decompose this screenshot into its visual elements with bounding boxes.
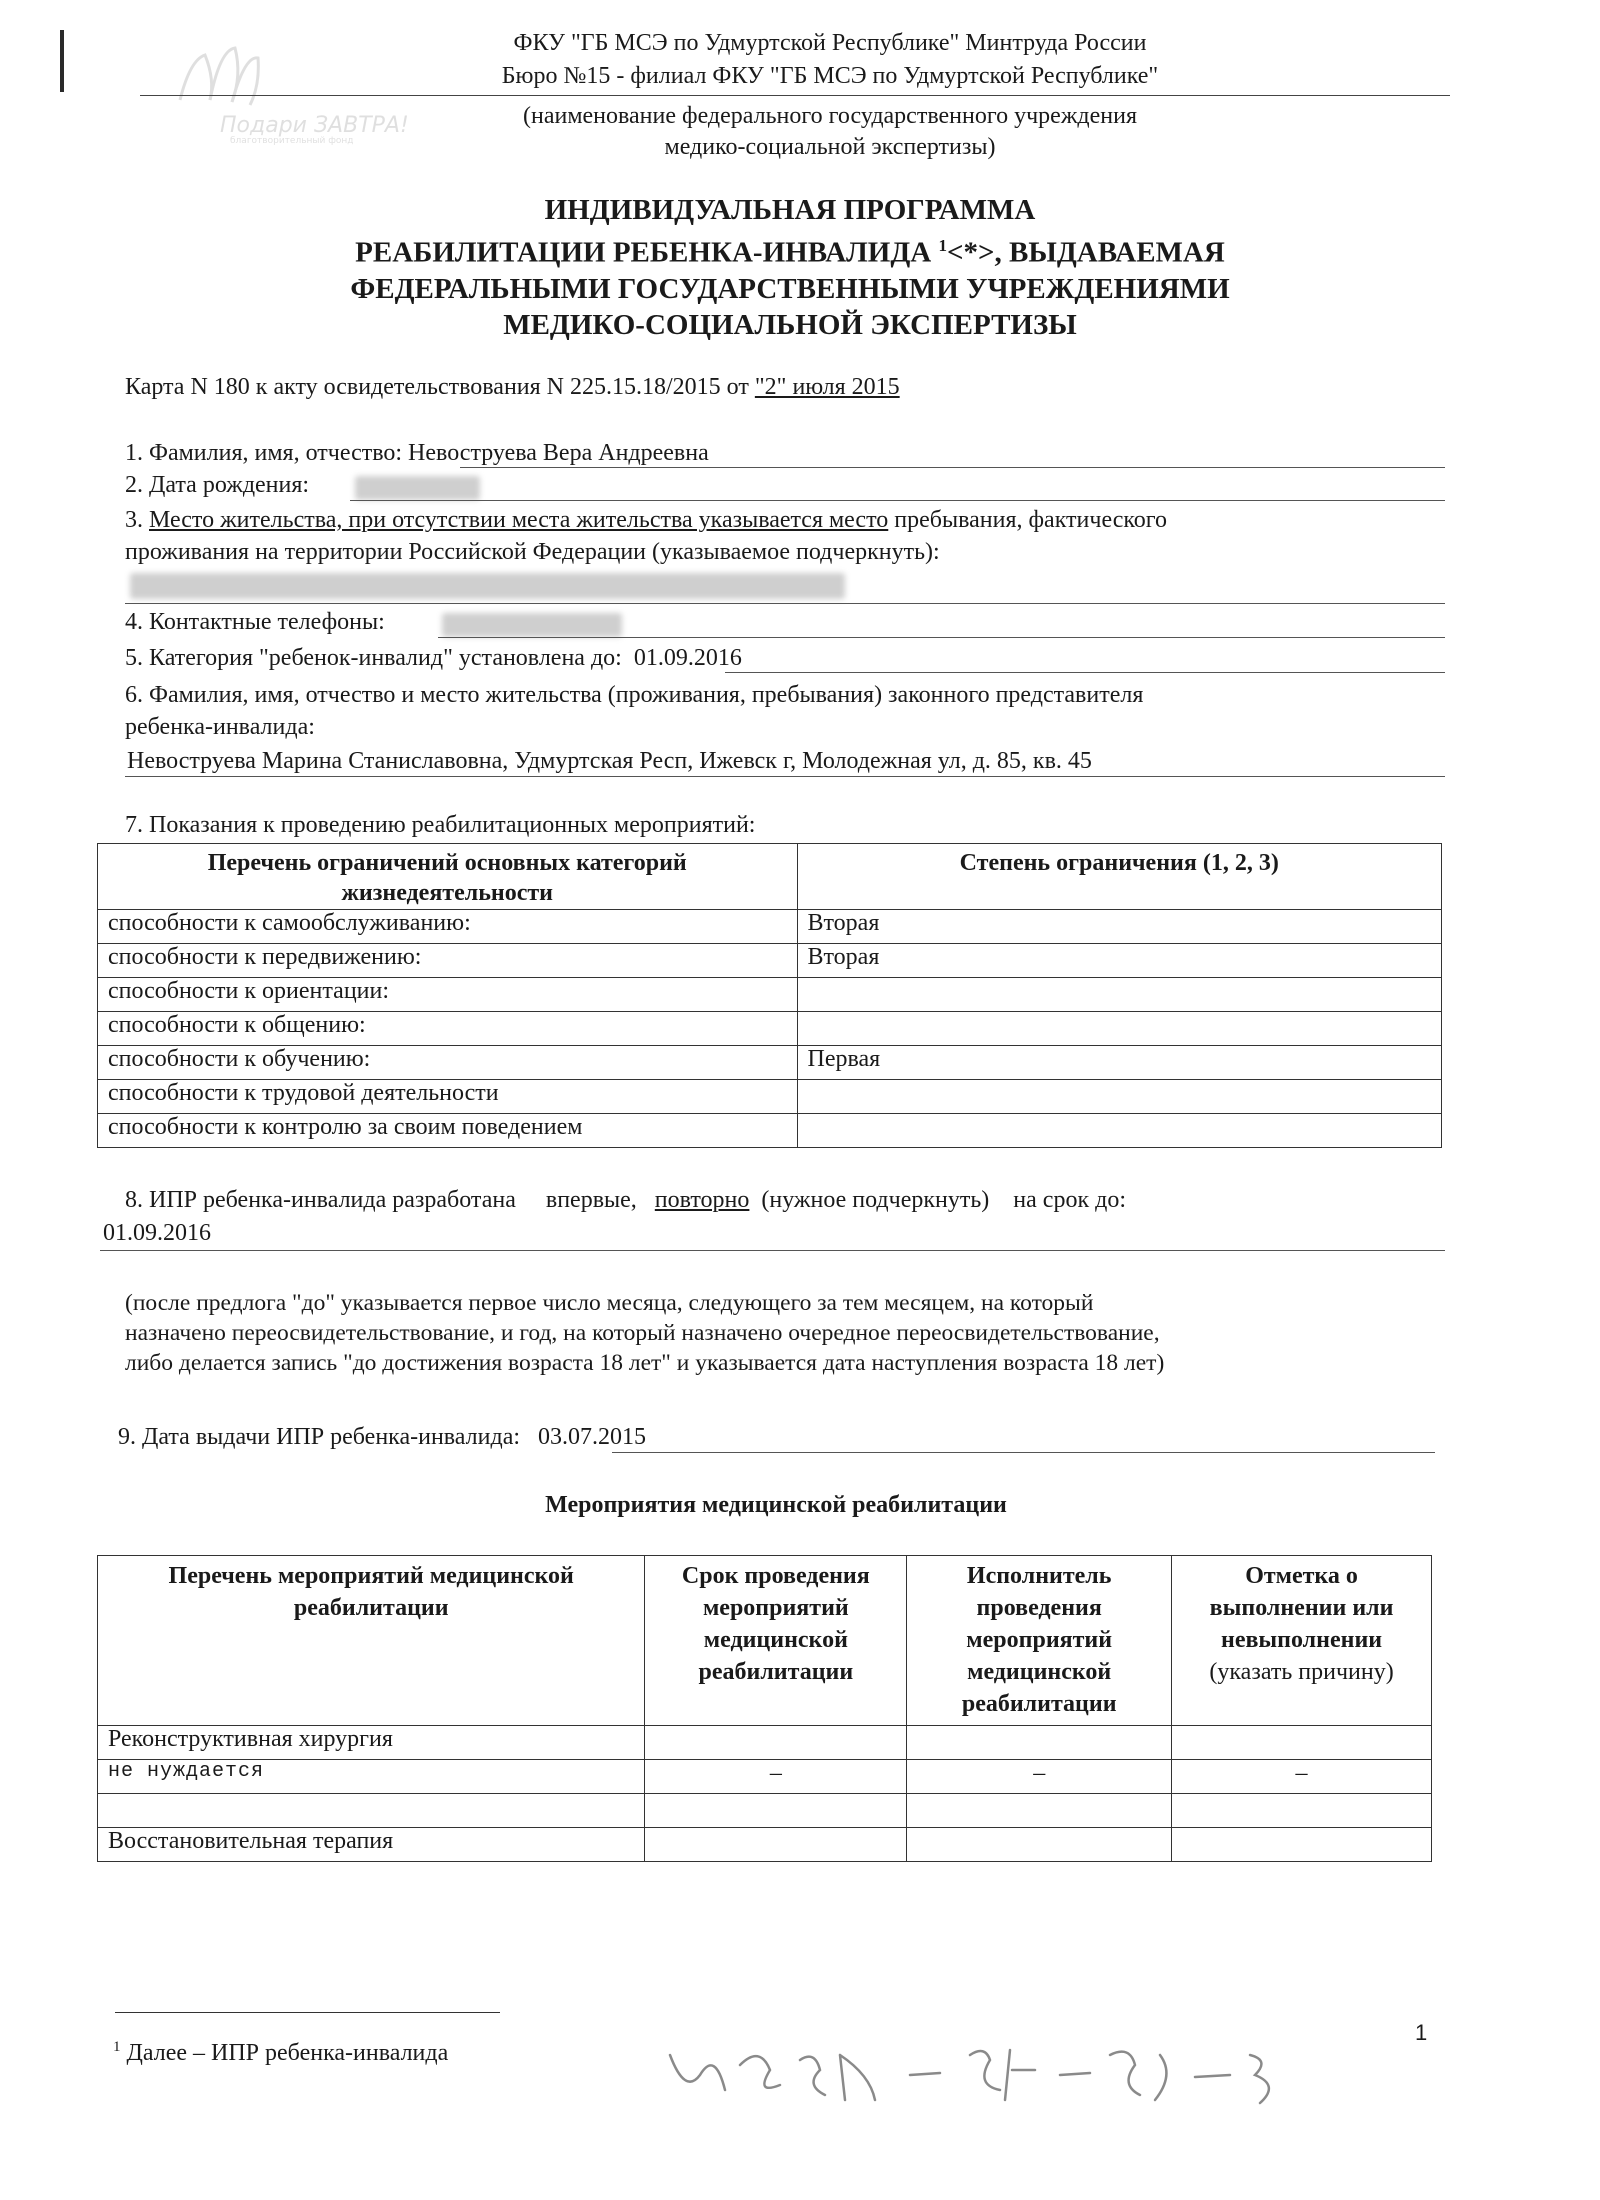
explanation-line-1: (после предлога "до" указывается первое число месяца, следующего за тем месяцем, на который xyxy=(125,1290,1094,1316)
field-7-label: 7. Показания к проведению реабилитационных мероприятий: xyxy=(125,812,756,838)
field-3-num: 3. xyxy=(125,507,149,533)
med-header-term: Срок проведения мероприятий медицинской реабилитации xyxy=(645,1556,907,1726)
field-6-value: Невоструева Марина Станиславовна, Удмуртская Респ, Ижевск г, Молодежная ул, д. 85, кв. 45 xyxy=(127,748,1092,774)
field-5 xyxy=(125,643,742,673)
footnote xyxy=(113,2032,448,2068)
limitation-name: способности к трудовой деятельности xyxy=(98,1080,798,1114)
med-executor: – xyxy=(907,1760,1172,1794)
margin-mark xyxy=(60,30,64,92)
table-row xyxy=(98,1726,1432,1760)
limitation-degree: Первая xyxy=(797,1046,1442,1080)
field-3-rest: пребывания, фактического xyxy=(888,507,1168,533)
limitation-degree xyxy=(797,978,1442,1012)
explanation-line-2: назначено переосвидетельствование, и год, на который назначено очередное переосвидетельствование, xyxy=(125,1320,1160,1346)
limitation-degree: Вторая xyxy=(797,944,1442,978)
field-8-note: (нужное подчеркнуть) xyxy=(761,1187,990,1213)
org-line-2: Бюро №15 - филиал ФКУ "ГБ МСЭ по Удмуртской Республике" xyxy=(501,63,1159,89)
med-executor xyxy=(907,1828,1172,1862)
table-row xyxy=(98,1794,1432,1828)
med-header-activities: Перечень мероприятий медицинской реабилитации xyxy=(98,1556,645,1726)
field-2-underline xyxy=(350,500,1445,501)
med-section-title: Мероприятия медицинской реабилитации xyxy=(545,1492,1007,1518)
table-row xyxy=(98,1046,1442,1080)
limitation-name: способности к передвижению: xyxy=(98,944,798,978)
med-header-mark-note: (указать причину) xyxy=(1209,1659,1394,1685)
field-8-explanation xyxy=(125,1288,1435,1378)
med-mark xyxy=(1172,1828,1432,1862)
table-row xyxy=(98,910,1442,944)
field-5-label: 5. Категория "ребенок-инвалид" установлена до: xyxy=(125,645,622,671)
field-8-underline xyxy=(100,1250,1445,1251)
handwritten-notation xyxy=(640,2015,1340,2125)
limitations-table xyxy=(97,843,1442,1148)
title-line-2-main: РЕАБИЛИТАЦИИ РЕБЕНКА-ИНВАЛИДА xyxy=(355,236,939,269)
med-term xyxy=(645,1794,907,1828)
field-1-underline xyxy=(460,467,1445,468)
table-row xyxy=(98,1080,1442,1114)
field-5-underline xyxy=(725,672,1445,673)
med-header-mark-bold: Отметка о выполнении или невыполнении xyxy=(1209,1563,1394,1653)
field-3-line-1 xyxy=(125,505,1167,535)
title-line-1: ИНДИВИДУАЛЬНАЯ ПРОГРАММА xyxy=(544,194,1036,226)
watermark-subtext: благотворительный фонд xyxy=(230,136,354,146)
field-6-line-1: 6. Фамилия, имя, отчество и место жительства (проживания, пребывания) законного представителя xyxy=(125,682,1144,708)
limitation-name: способности к обучению: xyxy=(98,1046,798,1080)
phone-redacted xyxy=(442,613,622,637)
field-9-value: 03.07.2015 xyxy=(538,1424,647,1450)
card-line xyxy=(125,372,900,402)
limitation-name: способности к контролю за своим поведением xyxy=(98,1114,798,1148)
card-prefix: Карта N 180 к акту освидетельствования N 225.15.18/2015 от xyxy=(125,374,755,400)
org-line-1: ФКУ "ГБ МСЭ по Удмуртской Республике" Минтруда России xyxy=(513,30,1147,56)
field-3-line-2: проживания на территории Российской Федерации (указываемое подчеркнуть): xyxy=(125,539,940,565)
document-title xyxy=(200,192,1380,343)
field-3-underlined: Место жительства, при отсутствии места жительства указывается место xyxy=(149,507,889,533)
field-6-line-2: ребенка-инвалида: xyxy=(125,714,315,740)
med-term: – xyxy=(645,1760,907,1794)
field-8-repeat: повторно xyxy=(654,1187,750,1213)
med-mark xyxy=(1172,1794,1432,1828)
table-row xyxy=(98,1760,1432,1794)
med-activity: не нуждается xyxy=(98,1760,645,1794)
field-8-line xyxy=(125,1185,1126,1215)
field-8-first: впервые, xyxy=(545,1187,637,1213)
field-3-underline xyxy=(125,603,1445,604)
table-row xyxy=(98,1114,1442,1148)
limitation-degree xyxy=(797,1114,1442,1148)
med-activity: Реконструктивная хирургия xyxy=(98,1726,645,1760)
footnote-text: Далее – ИПР ребенка-инвалида xyxy=(120,2040,449,2066)
field-4-label: 4. Контактные телефоны: xyxy=(125,609,385,635)
address-redacted xyxy=(130,573,845,599)
limitations-header-degree: Степень ограничения (1, 2, 3) xyxy=(797,844,1442,910)
field-8-value: 01.09.2016 xyxy=(103,1220,211,1246)
explanation-line-3: либо делается запись "до достижения возраста 18 лет" и указывается дата наступления возраста 18 лет) xyxy=(125,1350,1165,1376)
footnote-rule xyxy=(115,2012,500,2013)
birth-date-redacted xyxy=(355,476,480,500)
med-mark xyxy=(1172,1726,1432,1760)
page-number: 1 xyxy=(1415,2020,1428,2045)
med-header-row xyxy=(98,1556,1432,1726)
table-row xyxy=(98,1828,1432,1862)
header-rule xyxy=(140,95,1450,96)
med-activity xyxy=(98,1794,645,1828)
limitation-degree xyxy=(797,1080,1442,1114)
med-header-executor: Исполнитель проведения мероприятий медицинской реабилитации xyxy=(907,1556,1172,1726)
med-rehab-table xyxy=(97,1555,1432,1862)
footnote-marker: 1 xyxy=(113,2039,121,2055)
title-line-2-rest: <*>, ВЫДАВАЕМАЯ xyxy=(946,236,1225,269)
limitation-degree: Вторая xyxy=(797,910,1442,944)
title-footnote-ref: 1 xyxy=(938,236,947,255)
card-date: "2" июля 2015 xyxy=(754,374,900,400)
field-9-label: 9. Дата выдачи ИПР ребенка-инвалида: xyxy=(118,1424,521,1450)
med-executor xyxy=(907,1726,1172,1760)
field-5-value: 01.09.2016 xyxy=(633,645,742,671)
title-line-4: МЕДИКО-СОЦИАЛЬНОЙ ЭКСПЕРТИЗЫ xyxy=(503,308,1077,341)
med-term xyxy=(645,1726,907,1760)
limitation-name: способности к общению: xyxy=(98,1012,798,1046)
med-mark: – xyxy=(1172,1760,1432,1794)
field-1-label: 1. Фамилия, имя, отчество: xyxy=(125,440,403,466)
title-line-3: ФЕДЕРАЛЬНЫМИ ГОСУДАРСТВЕННЫМИ УЧРЕЖДЕНИЯМИ xyxy=(350,272,1230,305)
watermark-text: Подари ЗАВТРА! xyxy=(220,113,409,138)
field-1 xyxy=(125,438,709,468)
field-9-underline xyxy=(612,1452,1435,1453)
field-1-value: Невоструева Вера Андреевна xyxy=(408,440,709,466)
table-row xyxy=(98,944,1442,978)
limitations-header-categories: Перечень ограничений основных категорий жизнедеятельности xyxy=(98,844,798,910)
med-term xyxy=(645,1828,907,1862)
med-executor xyxy=(907,1794,1172,1828)
field-2-label: 2. Дата рождения: xyxy=(125,472,310,498)
med-activity: Восстановительная терапия xyxy=(98,1828,645,1862)
title-line-2 xyxy=(200,228,1380,271)
field-6-underline xyxy=(125,776,1445,777)
table-row xyxy=(98,1012,1442,1046)
org-caption-2: медико-социальной экспертизы) xyxy=(664,134,996,160)
field-4-underline xyxy=(438,637,1445,638)
limitation-name: способности к самообслуживанию: xyxy=(98,910,798,944)
field-8-term: на срок до: xyxy=(1013,1187,1126,1213)
limitation-degree xyxy=(797,1012,1442,1046)
field-8-label: 8. ИПР ребенка-инвалида разработана xyxy=(125,1187,516,1213)
med-header-mark xyxy=(1172,1556,1432,1726)
field-9 xyxy=(118,1422,646,1452)
table-row xyxy=(98,978,1442,1012)
limitation-name: способности к ориентации: xyxy=(98,978,798,1012)
org-caption-1: (наименование федерального государственного учреждения xyxy=(523,103,1137,129)
limitations-header-row xyxy=(98,844,1442,910)
